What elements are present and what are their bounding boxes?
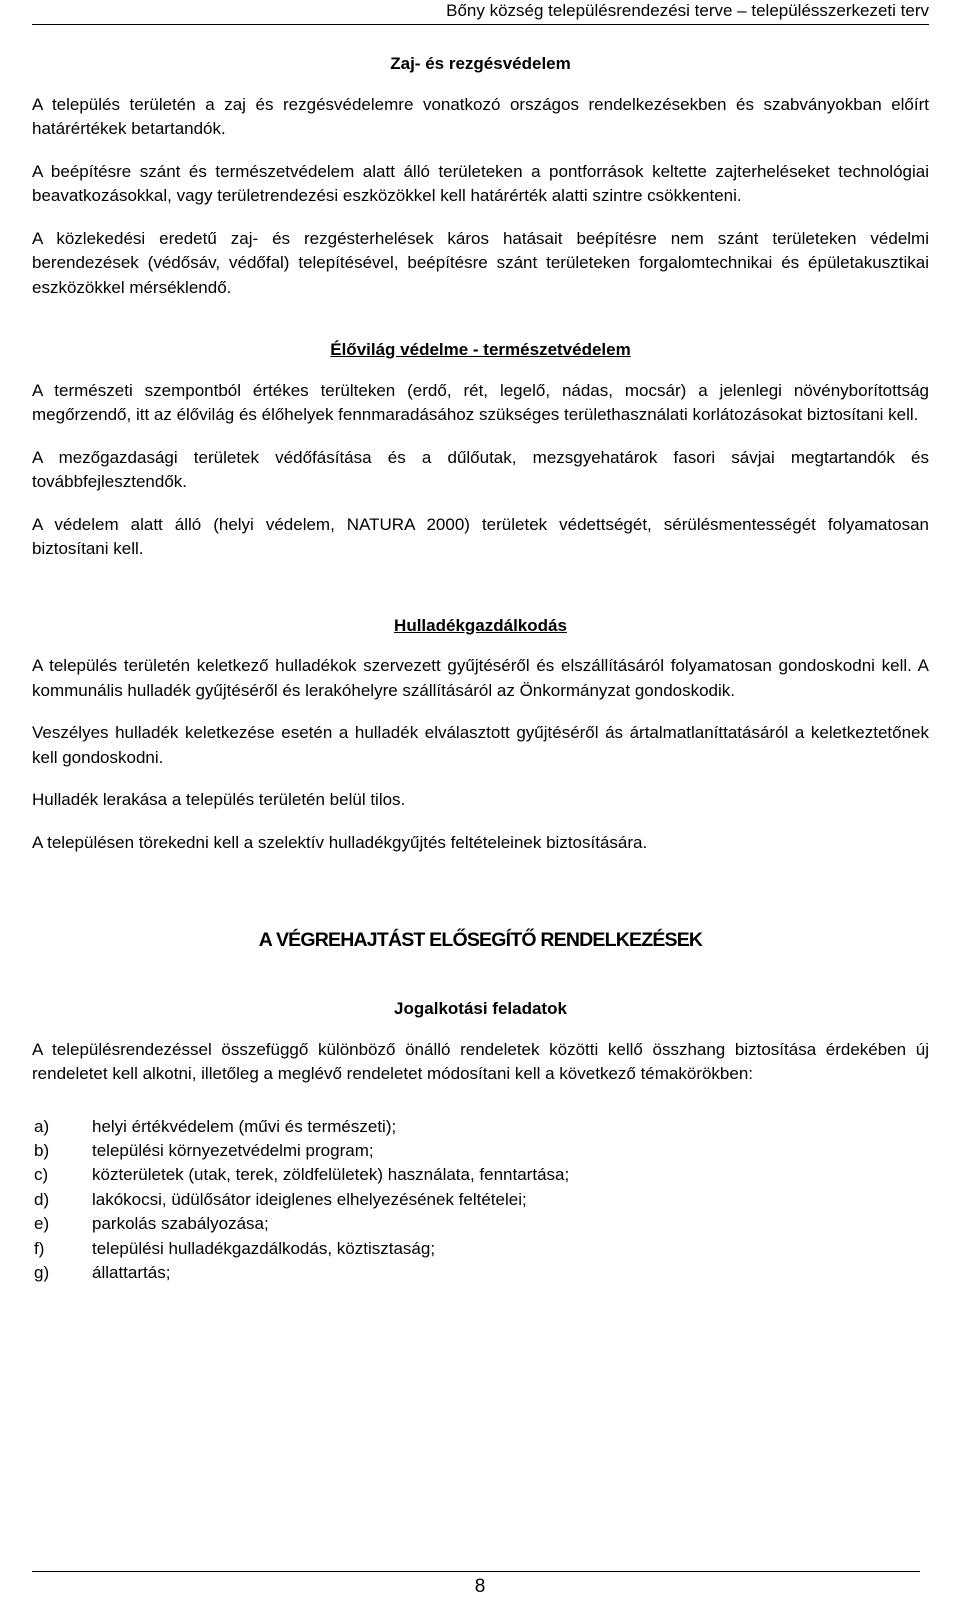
- running-title: Bőny község településrendezési terve – településszerkezeti terv: [446, 1, 929, 20]
- list-marker: b): [34, 1140, 50, 1160]
- list-item-text: helyi értékvédelem (művi és természeti);: [92, 1116, 397, 1136]
- page-number: 8: [474, 1576, 486, 1597]
- paragraph: A mezőgazdasági területek védőfásítása és a dűlőutak, mezsgyehatárok fasori sávjai megtartandók és továbbfejlesztendők.: [32, 447, 929, 491]
- footer-divider: [32, 1571, 920, 1572]
- list-item-text: települési hulladékgazdálkodás, köztisztaság;: [92, 1238, 436, 1258]
- subsection-title: Jogalkotási feladatok: [394, 999, 567, 1018]
- paragraph: A védelem alatt álló (helyi védelem, NATURA 2000) területek védettségét, sérülésmentességét folyamatosan biztosítani kell.: [32, 514, 929, 558]
- list-item-text: települési környezetvédelmi program;: [92, 1140, 374, 1160]
- list-item-text: lakókocsi, üdülősátor ideiglenes elhelyezésének feltételei;: [92, 1189, 527, 1209]
- paragraph: Hulladék lerakása a település területén belül tilos.: [32, 790, 406, 809]
- list-item: [32, 1163, 929, 1187]
- paragraph: A település területén keletkező hulladékok szervezett gyűjtéséről és elszállításáról folyamatosan gondoskodni kell. A kommunális hulladék gyűjtéséről és lerakóhelyre szállításáról az Önkormányzat gondoskodik.: [32, 656, 929, 700]
- list-marker: d): [34, 1189, 50, 1209]
- paragraph: A településen törekedni kell a szelektív hulladékgyűjtés feltételeinek biztosítására.: [32, 832, 648, 852]
- list-item: [32, 1188, 929, 1212]
- list-item-text: közterületek (utak, terek, zöldfelületek) használata, fenntartása;: [92, 1165, 570, 1185]
- list-item: [32, 1139, 929, 1163]
- list-item: [32, 1237, 929, 1261]
- paragraph: A településrendezéssel összefüggő különböző önálló rendeletek közötti kellő összhang biztosítása érdekében új rendeletet kell alkotni, illetőleg a meglévő rendeletet módosítani kell a következő témakörökben:: [32, 1039, 929, 1083]
- list-item: [32, 1212, 929, 1236]
- list-marker: c): [34, 1165, 49, 1185]
- document-body: [32, 52, 929, 1282]
- list-marker: g): [34, 1262, 50, 1282]
- list-item-text: parkolás szabályozása;: [92, 1214, 269, 1234]
- paragraph: A település területén a zaj és rezgésvédelemre vonatkozó országos rendelkezésekben és szabványokban előírt határértékek betartandók.: [32, 94, 929, 138]
- list-marker: f): [34, 1238, 45, 1258]
- list-marker: e): [34, 1214, 50, 1234]
- section-title-noise: Zaj- és rezgésvédelem: [390, 54, 571, 73]
- task-list: [32, 1115, 929, 1286]
- paragraph: A beépítésre szánt és természetvédelem alatt álló területeken a pontforrások keltette zajterheléseket technológiai beavatkozásokkal, vagy területrendezési eszközökkel kell határérték alatti szintre csökkenteni.: [32, 161, 929, 205]
- list-item: [32, 1115, 929, 1139]
- list-marker: a): [34, 1116, 50, 1136]
- paragraph: A közlekedési eredetű zaj- és rezgésterhelések káros hatásait beépítésre nem szánt területeken védelmi berendezések (védősáv, védőfal) telepítésével, beépítésre szánt területeken forgalomtechnikai és épületakusztikai eszközökkel mérséklendő.: [32, 228, 929, 297]
- section-title-waste: Hulladékgazdálkodás: [394, 615, 567, 635]
- list-item-text: állattartás;: [92, 1262, 171, 1282]
- list-item: [32, 1261, 929, 1285]
- paragraph: Veszélyes hulladék keletkezése esetén a hulladék elválasztott gyűjtéséről ás ártalmatlaníttatásáról a keletkeztetőnek kell gondoskodni.: [32, 723, 929, 767]
- running-header: [32, 0, 929, 25]
- chapter-title: A VÉGREHAJTÁST ELŐSEGÍTŐ RENDELKEZÉSEK: [258, 929, 703, 951]
- paragraph: A természeti szempontból értékes terülteken (erdő, rét, legelő, nádas, mocsár) a jelenlegi növényborítottság megőrzendő, itt az élővilág és élőhelyek fennmaradásához szükséges területhasználati korlátozásokat biztosítani kell.: [32, 380, 929, 424]
- section-title-nature: Élővilág védelme - természetvédelem: [330, 340, 631, 359]
